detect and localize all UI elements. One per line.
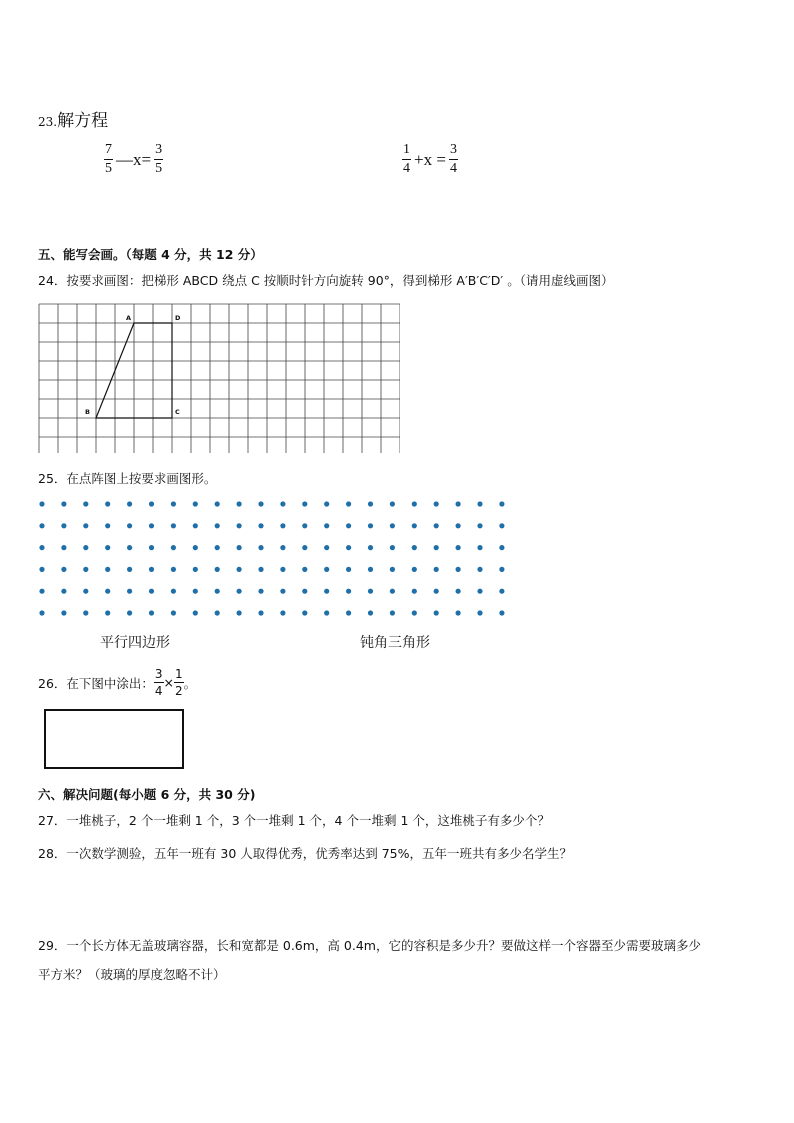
grid-dot: [434, 589, 439, 594]
grid-dot: [499, 589, 504, 594]
q26-shading-rectangle[interactable]: [44, 709, 184, 769]
q26-times: ×: [163, 675, 175, 690]
grid-dot: [302, 501, 307, 506]
q24-text: 24．按要求画图：把梯形 ABCD 绕点 C 按顺时针方向旋转 90°，得到梯形 A′B′C′D′ 。（请用虚线画图）: [38, 273, 614, 288]
grid-dot: [324, 545, 329, 550]
grid-dot: [280, 610, 285, 615]
grid-dot: [171, 545, 176, 550]
grid-dot: [83, 610, 88, 615]
grid-dot: [237, 610, 242, 615]
grid-dot: [193, 523, 198, 528]
grid-dot: [280, 545, 285, 550]
grid-dot: [127, 610, 132, 615]
grid-dot: [324, 501, 329, 506]
grid-dot: [61, 610, 66, 615]
grid-dot: [346, 545, 351, 550]
grid-dot: [434, 501, 439, 506]
grid-dot: [477, 545, 482, 550]
grid-dot: [368, 523, 373, 528]
q25-dot-grid-figure: [33, 498, 517, 626]
eq2-frac1-numerator: 1: [402, 143, 411, 160]
grid-dot: [237, 523, 242, 528]
grid-dot: [412, 501, 417, 506]
grid-dot: [346, 589, 351, 594]
eq1-frac2-numerator: 3: [154, 143, 163, 160]
grid-dot: [258, 567, 263, 572]
grid-dot: [193, 545, 198, 550]
grid-dot: [258, 545, 263, 550]
grid-dot: [477, 589, 482, 594]
grid-dot: [215, 567, 220, 572]
grid-dot: [215, 589, 220, 594]
grid-dot: [39, 589, 44, 594]
grid-dot: [171, 501, 176, 506]
grid-dot: [215, 501, 220, 506]
eq1-fraction-2: [154, 143, 163, 176]
eq2-frac1-denominator: 4: [403, 161, 410, 176]
grid-dot: [149, 501, 154, 506]
grid-dot: [412, 610, 417, 615]
eq1-operator: —x=: [116, 149, 152, 169]
grid-dot: [346, 523, 351, 528]
grid-dot: [280, 567, 285, 572]
eq1-frac1-numerator: 7: [104, 143, 113, 160]
q26-prefix: 26．在下图中涂出：: [38, 675, 154, 691]
grid-dot: [237, 501, 242, 506]
eq1-frac1-denominator: 5: [105, 161, 112, 176]
q26-frac1-numerator: 3: [154, 667, 163, 681]
q26-frac1-denominator: 4: [154, 684, 163, 698]
grid-dot: [237, 567, 242, 572]
grid-dot: [302, 545, 307, 550]
grid-dot: [105, 567, 110, 572]
vertex-label-a: A: [126, 314, 132, 322]
q26-fraction-2: [174, 668, 184, 697]
vertex-label-b: B: [85, 408, 90, 416]
grid-dot: [477, 523, 482, 528]
grid-dot: [477, 610, 482, 615]
eq1-frac2-denominator: 5: [155, 161, 163, 176]
q26-suffix: 。: [183, 675, 197, 691]
grid-dot: [105, 545, 110, 550]
eq2-fraction-2: [449, 143, 458, 176]
grid-dot: [105, 589, 110, 594]
grid-dot: [105, 610, 110, 615]
grid-dot: [215, 610, 220, 615]
grid-dot: [346, 610, 351, 615]
grid-dot: [149, 567, 154, 572]
grid-dot: [434, 567, 439, 572]
grid-dot: [412, 523, 417, 528]
grid-dot: [83, 501, 88, 506]
grid-dot: [456, 523, 461, 528]
grid-dot: [61, 501, 66, 506]
grid-dot: [39, 501, 44, 506]
grid-dot: [368, 567, 373, 572]
grid-dot: [39, 567, 44, 572]
grid-dot: [127, 523, 132, 528]
grid-dot: [499, 501, 504, 506]
grid-dot: [149, 523, 154, 528]
grid-dot: [302, 567, 307, 572]
grid-dot: [193, 501, 198, 506]
grid-dot: [499, 545, 504, 550]
dot-grid[interactable]: [33, 498, 517, 622]
grid-dot: [127, 589, 132, 594]
grid-dot: [237, 545, 242, 550]
grid-dot: [456, 501, 461, 506]
eq2-fraction-1: [402, 143, 411, 176]
grid-dot: [127, 567, 132, 572]
grid-dot: [61, 567, 66, 572]
grid-dot: [368, 610, 373, 615]
eq2-frac2-numerator: 3: [449, 143, 458, 160]
grid-dot: [456, 589, 461, 594]
grid-dot: [61, 589, 66, 594]
q28-text: 28．一次数学测验，五年一班有 30 人取得优秀，优秀率达到 75%，五年一班共有多少名学生？: [38, 846, 573, 861]
grid-dot: [193, 610, 198, 615]
grid-dot: [390, 523, 395, 528]
q23-equation-1: [104, 143, 163, 176]
grid-dot: [434, 523, 439, 528]
grid-dot: [193, 589, 198, 594]
grid-dot: [456, 610, 461, 615]
grid-dot: [390, 501, 395, 506]
grid-dot: [434, 545, 439, 550]
grid-dot: [171, 523, 176, 528]
grid-dot: [215, 523, 220, 528]
q24-grid-figure: [38, 303, 400, 457]
grid-dot: [258, 501, 263, 506]
q27-text: 27．一堆桃子，2 个一堆剩 1 个，3 个一堆剩 1 个，4 个一堆剩 1 个，这堆桃子有多少个？: [38, 813, 550, 828]
q26-frac2-denominator: 2: [175, 684, 183, 698]
q23-heading: [38, 106, 108, 131]
grid-dot: [412, 589, 417, 594]
section-6-title: 六、解决问题(每小题 6 分，共 30 分): [38, 787, 256, 802]
grid-dot: [105, 523, 110, 528]
grid-dot: [324, 610, 329, 615]
grid-dot: [83, 523, 88, 528]
grid-dot: [39, 545, 44, 550]
eq1-fraction-1: [104, 143, 113, 176]
obtuse-triangle-label: 钝角三角形: [360, 635, 430, 651]
eq2-operator: +x =: [414, 149, 446, 169]
grid-dot: [171, 610, 176, 615]
grid-dot: [258, 523, 263, 528]
q26-fraction-1: [154, 668, 164, 697]
grid-dot: [39, 610, 44, 615]
q23-title: 解方程: [57, 111, 109, 131]
grid-dot: [456, 545, 461, 550]
grid-dot: [280, 501, 285, 506]
grid-dot: [105, 501, 110, 506]
vertex-label-d: D: [175, 314, 181, 322]
grid-dot: [171, 567, 176, 572]
grid-dot: [83, 567, 88, 572]
grid-dot: [61, 523, 66, 528]
grid-dot: [149, 610, 154, 615]
grid-dot: [258, 589, 263, 594]
grid-dot: [390, 567, 395, 572]
grid-dot: [412, 567, 417, 572]
grid-dot: [368, 501, 373, 506]
grid-dot: [390, 589, 395, 594]
grid-dot: [302, 523, 307, 528]
grid-dot: [302, 589, 307, 594]
q26-text: [38, 668, 196, 697]
grid-dot: [149, 589, 154, 594]
grid-dot: [434, 610, 439, 615]
eq2-frac2-denominator: 4: [449, 161, 457, 176]
q26-frac2-numerator: 1: [175, 667, 183, 681]
grid-dot: [412, 545, 417, 550]
grid-dot: [237, 589, 242, 594]
grid-dot: [127, 545, 132, 550]
grid-dot: [127, 501, 132, 506]
grid-dot: [499, 567, 504, 572]
grid-dot: [171, 589, 176, 594]
vertex-label-c: C: [175, 408, 180, 416]
grid-dot: [149, 545, 154, 550]
q25-text: 25．在点阵图上按要求画图形。: [38, 471, 217, 486]
q29-line-1: 29．一个长方体无盖玻璃容器，长和宽都是 0.6m，高 0.4m，它的容积是多少升？要做这样一个容器至少需要玻璃多少: [38, 938, 701, 953]
grid-dot: [499, 610, 504, 615]
grid-dot: [280, 589, 285, 594]
grid-dot: [390, 545, 395, 550]
grid-dot: [83, 545, 88, 550]
grid-dot: [324, 589, 329, 594]
grid-dot: [302, 610, 307, 615]
grid-dot: [368, 589, 373, 594]
grid-dot: [499, 523, 504, 528]
grid-dot: [215, 545, 220, 550]
grid-dot: [324, 523, 329, 528]
grid-dot: [324, 567, 329, 572]
grid-dot: [346, 567, 351, 572]
grid-dot: [258, 610, 263, 615]
grid-dot: [477, 501, 482, 506]
grid-dot: [83, 589, 88, 594]
q23-equation-2: [402, 143, 458, 176]
grid-dot: [193, 567, 198, 572]
grid-dot: [346, 501, 351, 506]
parallelogram-label: 平行四边形: [100, 635, 170, 651]
square-grid[interactable]: [38, 303, 400, 453]
grid-dot: [368, 545, 373, 550]
grid-dot: [61, 545, 66, 550]
grid-dot: [390, 610, 395, 615]
grid-dot: [39, 523, 44, 528]
grid-dot: [280, 523, 285, 528]
q29-line-2: 平方米？（玻璃的厚度忽略不计）: [38, 967, 226, 982]
q23-number: 23.: [38, 115, 58, 129]
grid-dot: [477, 567, 482, 572]
section-5-title: 五、能写会画。（每题 4 分，共 12 分）: [38, 247, 263, 262]
grid-dot: [456, 567, 461, 572]
